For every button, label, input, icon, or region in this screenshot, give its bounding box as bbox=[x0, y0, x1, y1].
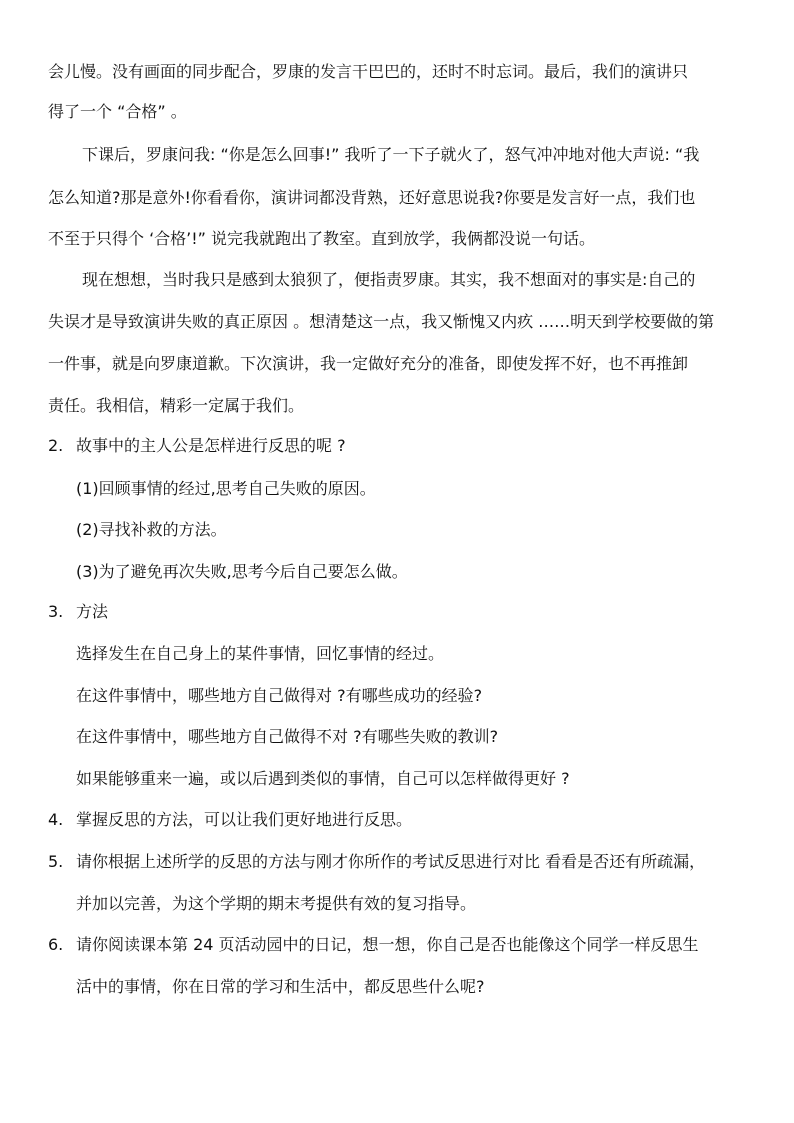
item-2-number: 2. bbox=[48, 436, 64, 455]
story-paragraph-2-line-3: 不至于只得个 ‘合格’!” 说完我就跑出了教室。直到放学，我俩都没说一句话。 bbox=[48, 229, 596, 248]
story-paragraph-1-line-1: 会儿慢。没有画面的同步配合，罗康的发言干巴巴的，还时不时忘词。最后，我们的演讲只 bbox=[48, 62, 689, 81]
story-paragraph-1-line-2: 得了一个 “合格” 。 bbox=[48, 102, 187, 121]
item-3-sub-1: 选择发生在自己身上的某件事情，回忆事情的经过。 bbox=[76, 644, 445, 663]
item-6-text-line-1: 请你阅读课本第 24 页活动园中的日记，想一想，你自己是否也能像这个同学一样反思生 bbox=[76, 935, 699, 954]
story-paragraph-2-line-2: 怎么知道?那是意外!你看看你，演讲词都没背熟，还好意思说我?你要是发言好一点，我们也 bbox=[48, 188, 696, 207]
item-2-question: 故事中的主人公是怎样进行反思的呢 ? bbox=[76, 436, 346, 455]
item-4-text: 掌握反思的方法，可以让我们更好地进行反思。 bbox=[76, 810, 413, 829]
item-2-sub-3: (3)为了避免再次失败,思考今后自己要怎么做。 bbox=[76, 562, 408, 581]
story-paragraph-3-line-4: 责任。我相信，精彩一定属于我们。 bbox=[48, 396, 305, 415]
item-6-text-line-2: 活中的事情，你在日常的学习和生活中，都反思些什么呢? bbox=[76, 977, 485, 996]
item-3-sub-3: 在这件事情中，哪些地方自己做得不对 ?有哪些失败的教训? bbox=[76, 727, 499, 746]
item-3-number: 3. bbox=[48, 602, 64, 621]
item-5-number: 5. bbox=[48, 852, 64, 871]
item-4-number: 4. bbox=[48, 810, 64, 829]
story-paragraph-3-line-2: 失误才是导致演讲失败的真正原因 。想清楚这一点，我又惭愧又内疚 ……明天到学校要做的第 bbox=[48, 312, 715, 331]
item-6-number: 6. bbox=[48, 935, 64, 954]
item-2-sub-2: (2)寻找补救的方法。 bbox=[76, 520, 227, 539]
item-5-text-line-2: 并加以完善，为这个学期的期末考提供有效的复习指导。 bbox=[76, 894, 477, 913]
story-paragraph-2-line-1: 下课后，罗康问我: “你是怎么回事!” 我听了一下子就火了，怒气冲冲地对他大声说: “我 bbox=[82, 145, 700, 164]
item-5-text-line-1: 请你根据上述所学的反思的方法与刚才你所作的考试反思进行对比 看看是否还有所疏漏， bbox=[76, 852, 706, 871]
item-3-heading: 方法 bbox=[76, 602, 109, 621]
item-3-sub-2: 在这件事情中，哪些地方自己做得对 ?有哪些成功的经验? bbox=[76, 686, 483, 705]
item-3-sub-4: 如果能够重来一遍，或以后遇到类似的事情，自己可以怎样做得更好 ? bbox=[76, 769, 570, 788]
story-paragraph-3-line-3: 一件事，就是向罗康道歉。下次演讲，我一定做好充分的准备，即使发挥不好，也不再推卸 bbox=[48, 354, 689, 373]
story-paragraph-3-line-1: 现在想想，当时我只是感到太狼狈了，便指责罗康。其实，我不想面对的事实是:自己的 bbox=[82, 270, 696, 289]
item-2-sub-1: (1)回顾事情的经过,思考自己失败的原因。 bbox=[76, 479, 376, 498]
